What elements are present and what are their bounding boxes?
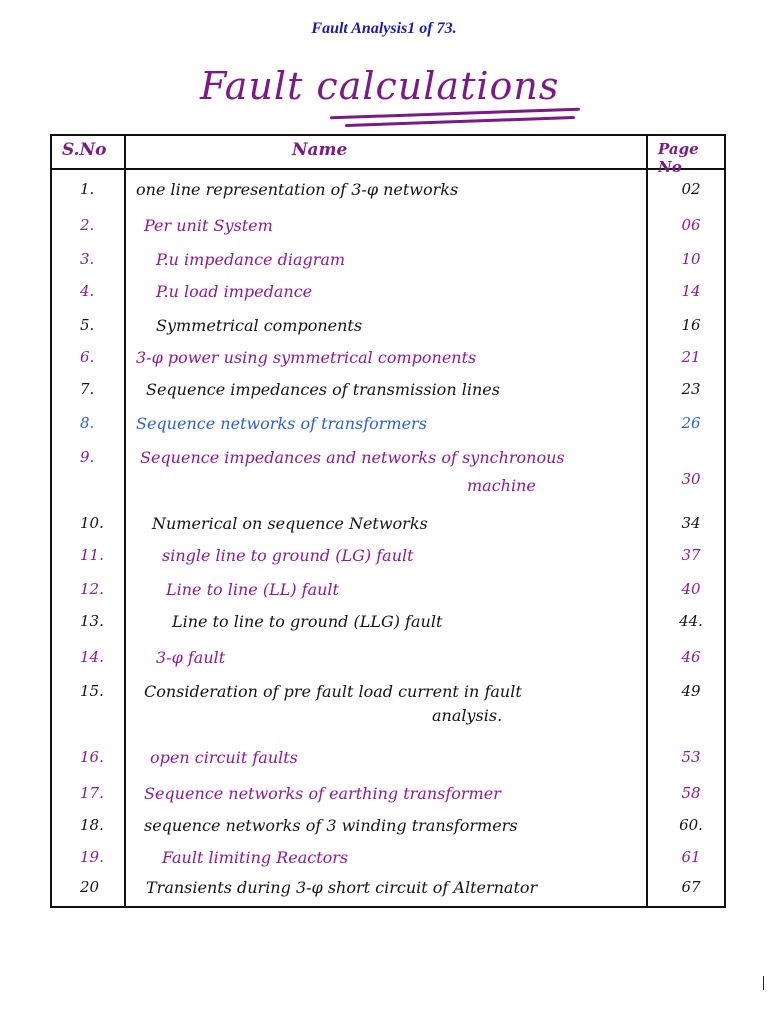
row-number: 11. [80,546,104,564]
header-divider [52,168,724,170]
page-title: Fault calculations [200,64,560,108]
row-topic: Symmetrical components [156,316,363,335]
row-page-number: 46 [681,648,701,666]
row-page-number: 37 [681,546,701,564]
row-page-number: 23 [681,380,701,398]
row-page-number: 21 [681,348,701,366]
row-number: 16. [80,748,104,766]
column-divider [124,136,126,906]
row-number: 17. [80,784,104,802]
row-topic: Numerical on sequence Networks [152,514,428,533]
text-cursor [763,976,764,990]
row-number: 18. [80,816,104,834]
row-topic: Transients during 3-φ short circuit of Alternator [146,878,538,897]
row-topic: Consideration of pre fault load current in fault [144,682,522,701]
row-number: 6. [80,348,95,366]
row-topic: Line to line (LL) fault [166,580,339,599]
column-header-name: Name [292,140,348,160]
row-topic: Sequence impedances of transmission lines [146,380,500,399]
row-topic: sequence networks of 3 winding transformers [144,816,518,835]
row-topic: P.u impedance diagram [156,250,346,269]
row-number: 2. [80,216,95,234]
row-page-number: 14 [681,282,701,300]
row-number: 3. [80,250,95,268]
row-page-number: 60. [679,816,703,834]
row-number: 8. [80,414,95,432]
row-number: 10. [80,514,104,532]
row-page-number: 67 [681,878,701,896]
column-header-page: Page No [658,140,699,176]
row-page-number: 61 [681,848,701,866]
row-page-number: 49 [681,682,701,700]
row-topic-continued: machine [467,476,536,495]
column-header-sno: S.No [62,140,107,160]
row-page-number: 44. [679,612,703,630]
contents-table [50,134,726,908]
page-header: Fault Analysis1 of 73. [311,20,457,37]
column-divider [646,136,648,906]
title-underline-second [345,116,575,127]
row-topic: 3-φ fault [156,648,226,667]
row-page-number: 30 [681,470,701,488]
row-number: 1. [80,180,95,198]
row-number: 14. [80,648,104,666]
row-topic: 3-φ power using symmetrical components [136,348,477,367]
row-topic: Sequence networks of transformers [136,414,427,433]
row-page-number: 02 [681,180,701,198]
row-topic: single line to ground (LG) fault [162,546,414,565]
row-topic: Fault limiting Reactors [162,848,349,867]
row-page-number: 40 [681,580,701,598]
row-number: 4. [80,282,95,300]
row-page-number: 06 [681,216,701,234]
row-number: 9. [80,448,95,466]
row-number: 13. [80,612,104,630]
row-topic: Sequence networks of earthing transformer [144,784,501,803]
row-topic: Per unit System [144,216,273,235]
row-number: 7. [80,380,95,398]
row-number: 5. [80,316,95,334]
row-page-number: 26 [681,414,701,432]
row-topic-continued: analysis. [432,706,503,725]
row-topic: one line representation of 3-φ networks [136,180,459,199]
row-number: 15. [80,682,104,700]
row-page-number: 58 [681,784,701,802]
row-topic: Sequence impedances and networks of synchronous [140,448,565,467]
row-number: 19. [80,848,104,866]
row-topic: P.u load impedance [156,282,313,301]
row-topic: Line to line to ground (LLG) fault [172,612,443,631]
row-number: 20 [80,878,100,896]
row-page-number: 10 [681,250,701,268]
row-page-number: 53 [681,748,701,766]
row-topic: open circuit faults [150,748,298,767]
row-page-number: 34 [681,514,701,532]
row-page-number: 16 [681,316,701,334]
row-number: 12. [80,580,104,598]
